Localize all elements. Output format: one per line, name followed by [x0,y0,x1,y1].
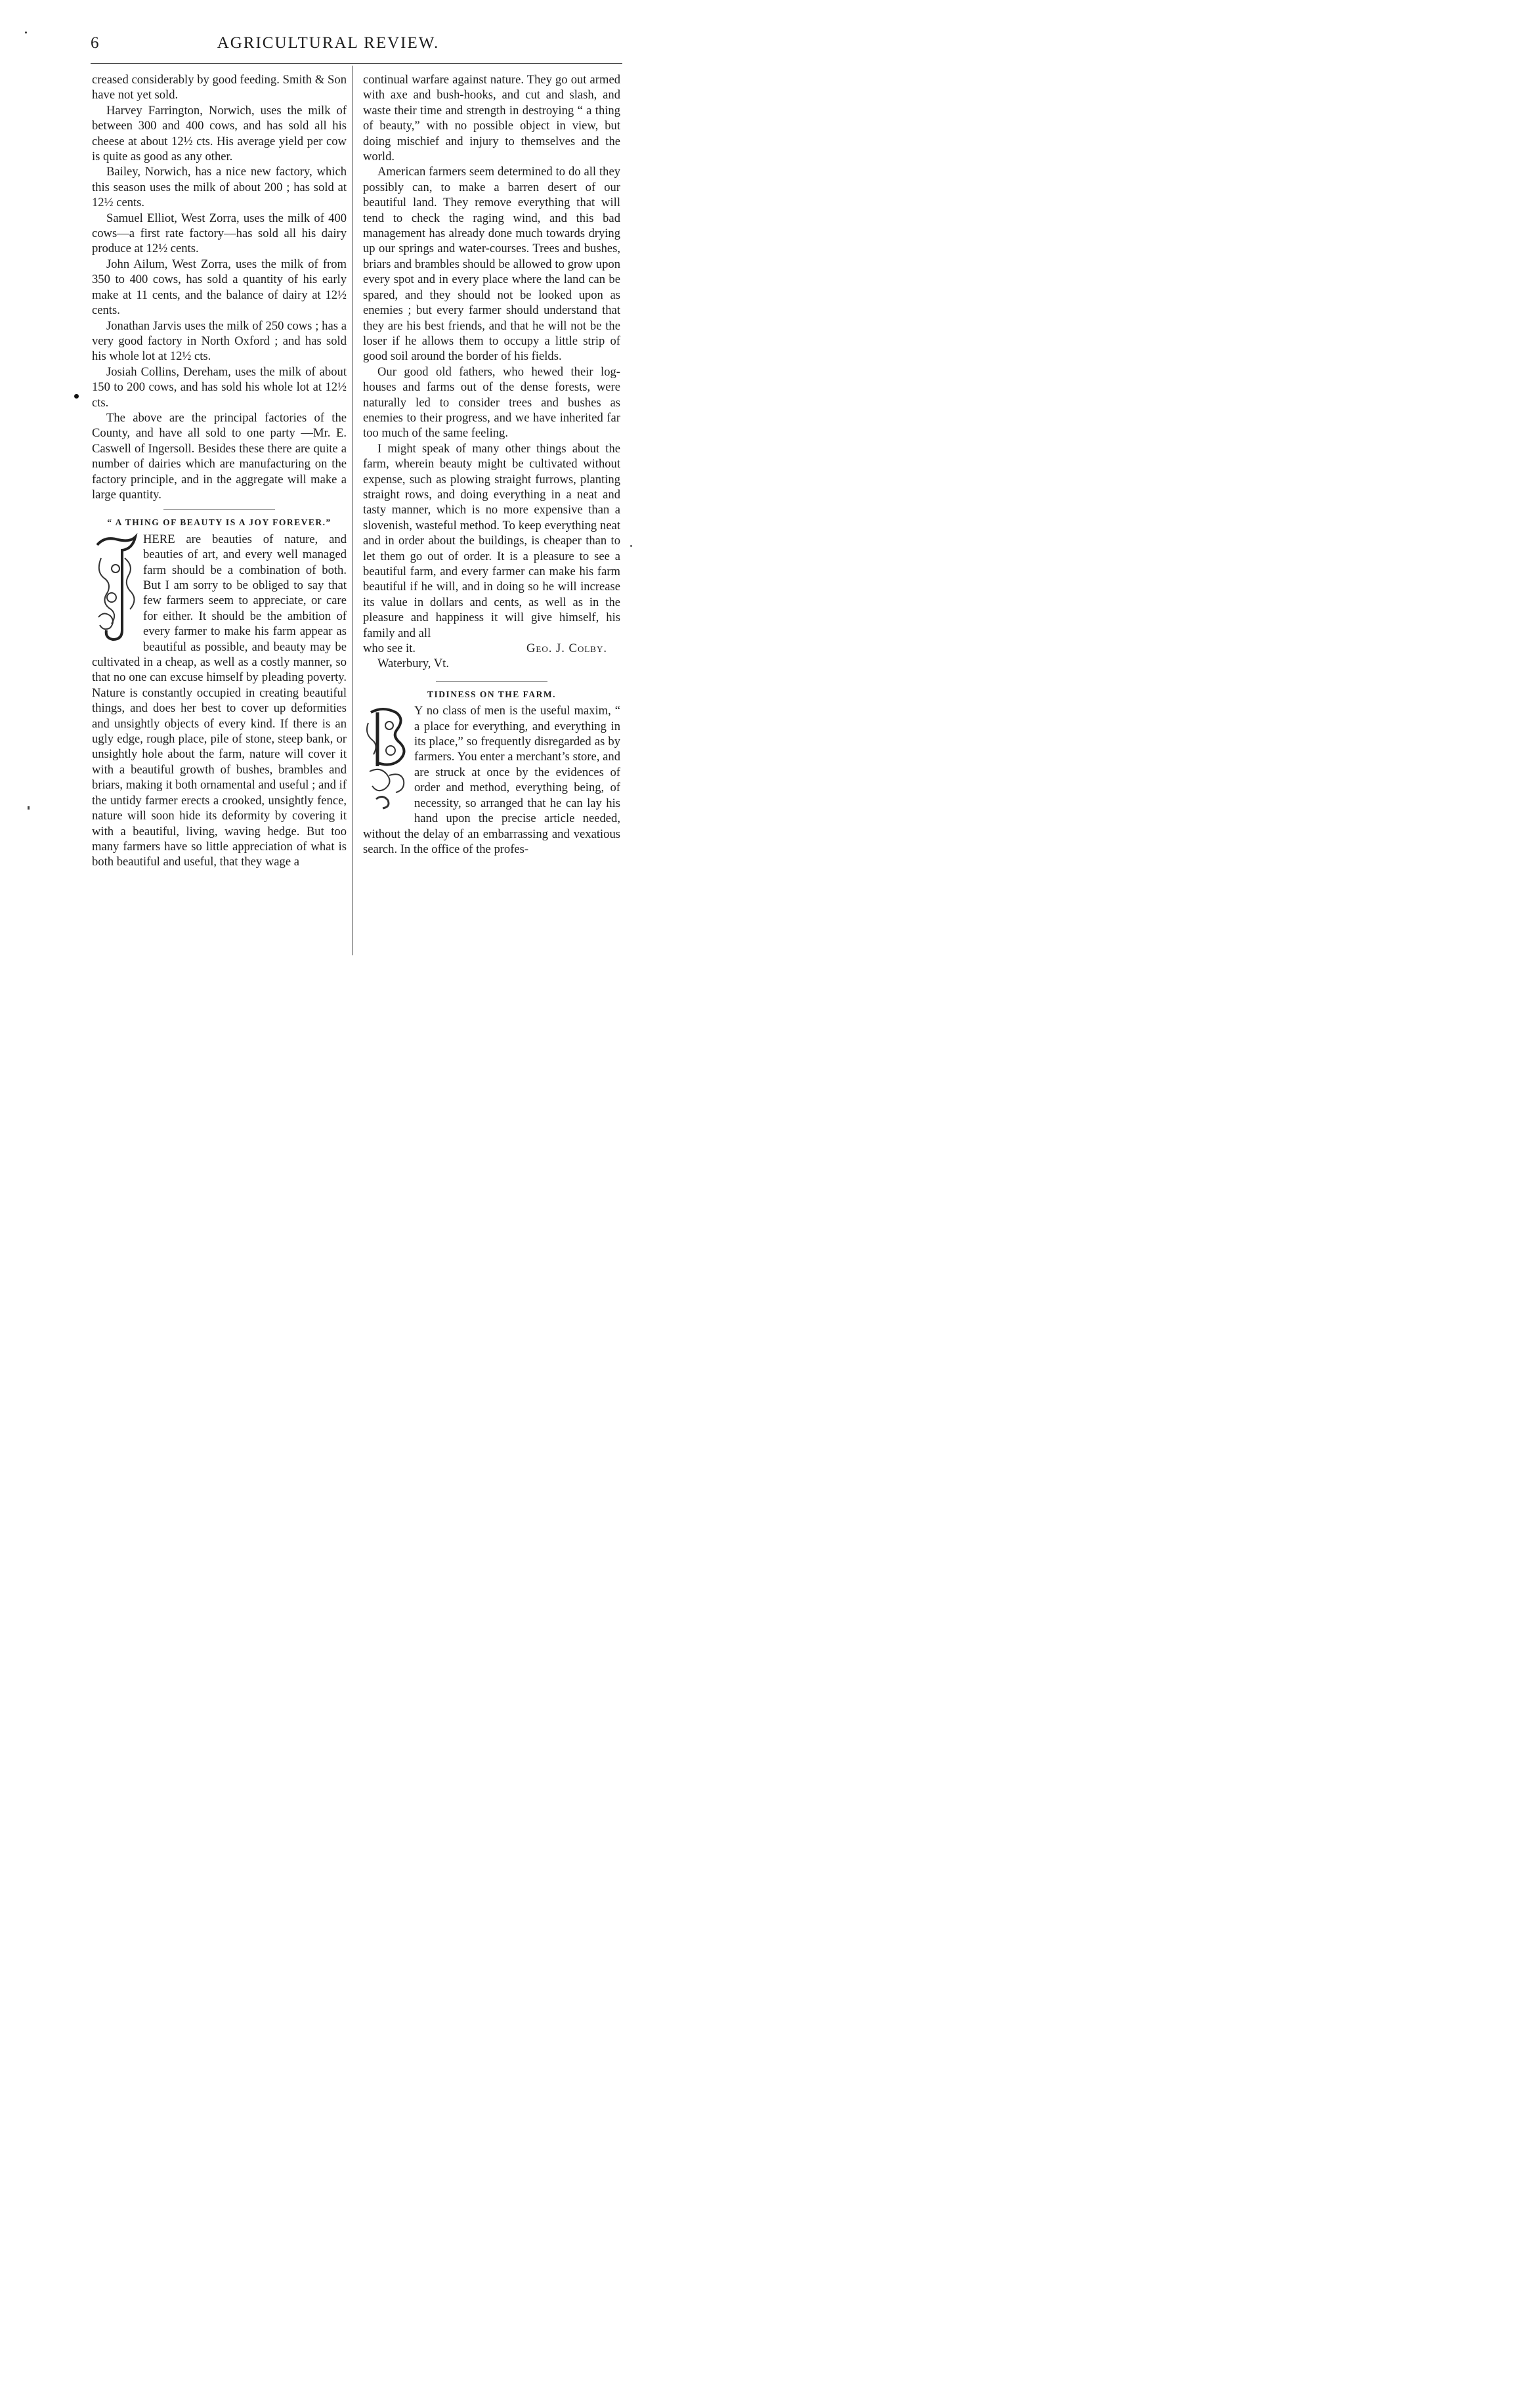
page-number: 6 [91,34,100,52]
paragraph: John Ailum, West Zorra, uses the milk of from 350 to 400 cows, has sold a quantity of his early make at 11 cents, and the balance of dairy at 12½ cents. [92,257,347,318]
closing-text: who see it. [363,641,416,656]
running-title: AGRICULTURAL REVIEW. [217,34,440,52]
ornate-initial-b-icon [363,703,412,813]
right-column [363,72,620,857]
paragraph: American farmers seem determined to do all they possibly can, to make a barren desert of our beautiful land. They remove everything that will tend to check the raging wind, and this bad management has already done much towards drying up our springs and water-courses. Trees and bushes, briars and brambles should be allowed to grow upon every spot and in every place where the land can be spared, and they should not be looked upon as enemies ; but every farmer should understand that they are his best friends, and that he will not be the loser if he allows them to occupy a little strip of good soil around the border of his fields. [363,165,620,364]
article-body-wrap [92,532,347,870]
paragraph: Josiah Collins, Dereham, uses the milk of about 150 to 200 cows, and has sold his whole lot at 12½ cts. [92,364,347,410]
article-body-wrap [363,703,620,857]
header-rule [91,63,622,64]
paragraph: I might speak of many other things about the farm, wherein beauty might be cultivated without expense, such as plowing straight furrows, planting straight rows, and doing everything in a neat and tasty manner, which is no more expensive than a slovenish, wasteful method. To keep everything neat and in order about the buildings, is cheaper than to let them go out of order. It is a pleasure to see a beautiful farm, and every farmer can make his farm beautiful if he will, and in doing so he will increase its value in dollars and cents, as well as in the pleasure and happiness it will give himself, his family and all [363,441,620,640]
paragraph: Our good old fathers, who hewed their log-houses and farms out of the dense forests, were naturally led to consider trees and bushes as enemies to their progress, and we have inherited far too much of the same feeling. [363,364,620,441]
speck [25,32,27,33]
article-title: TIDINESS ON THE FARM. [427,689,557,699]
section-rule [436,681,547,682]
article-body: HERE are beauties of nature, and beauties of art, and every well managed farm should be a combination of both. But I am sorry to be obliged to say that few farmers seem to appreciate, or care for either. It should be the ambition of every farmer to make his farm appear as beautiful as possible, and beauty may be cultivated in a cheap, as well as a costly manner, so that no one can excuse himself by pleading poverty. Nature is constantly occupied in creating beautiful things, and does her best to cover up deformities and unsightly objects of every kind. If there is an ugly edge, rough place, pile of stone, steep bank, or unsightly hole about the farm, nature will cover it with a beautiful growth of bushes, brambles and briars, making it both ornamental and useful ; and if the untidy farmer erects a crooked, unsightly fence, nature will soon hide its deformity by covering it with a beautiful, living, waving hedge. But too many farmers have so little appreciation of what is both beautiful and useful, that they wage a [92,532,347,869]
paragraph: creased considerably by good feeding. Smith & Son have not yet sold. [92,73,347,102]
paragraph: continual warfare against nature. They go out armed with axe and bush-hooks, and cut and slash, and waste their time and strength in destroying “ a thing of beauty,” with no possible object in view, but doing mischief and injury to themselves and the world. [363,73,620,164]
signature-line [363,641,620,656]
margin-bullet [74,394,79,399]
paragraph: Jonathan Jarvis uses the milk of 250 cows ; has a very good factory in North Oxford ; and has sold his whole lot at 12½ cts. [92,318,347,364]
paragraph: The above are the principal factories of the County, and have all sold to one party —Mr. E. Caswell of Ingersoll. Besides these there are quite a number of dairies which are manufacturing on the factory principle, and in the aggregate will make a large quantity. [92,410,347,502]
speck [630,545,632,547]
article-body: Y no class of men is the useful maxim, “ a place for everything, and everything in its place,” so frequently disregarded as by farmers. You enter a merchant’s store, and are struck at once by the evidences of order and method, everything being, of necessity, so arranged that he can lay his hand upon the precise article needed, without the delay of an embarrassing and vexatious search. In the office of the profes- [363,704,620,856]
paragraph: Harvey Farrington, Norwich, uses the milk of between 300 and 400 cows, and has sold all his cheese at about 12½ cts. His average yield per cow is quite as good as any other. [92,103,347,164]
article-title: “ A THING OF BEAUTY IS A JOY FOREVER.” [107,517,332,528]
speck [28,806,30,810]
ornate-initial-t-icon [92,532,139,643]
paragraph: Samuel Elliot, West Zorra, uses the milk of 400 cows—a first rate factory—has sold all his dairy produce at 12½ cents. [92,211,347,256]
section-rule [163,509,275,510]
paragraph: Bailey, Norwich, has a nice new factory, which this season uses the milk of about 200 ; has sold at 12½ cents. [92,165,347,210]
author-signature: Geo. J. Colby. [526,641,607,656]
left-column [92,72,347,870]
document-page [0,0,656,1026]
author-place: Waterbury, Vt. [377,657,450,671]
